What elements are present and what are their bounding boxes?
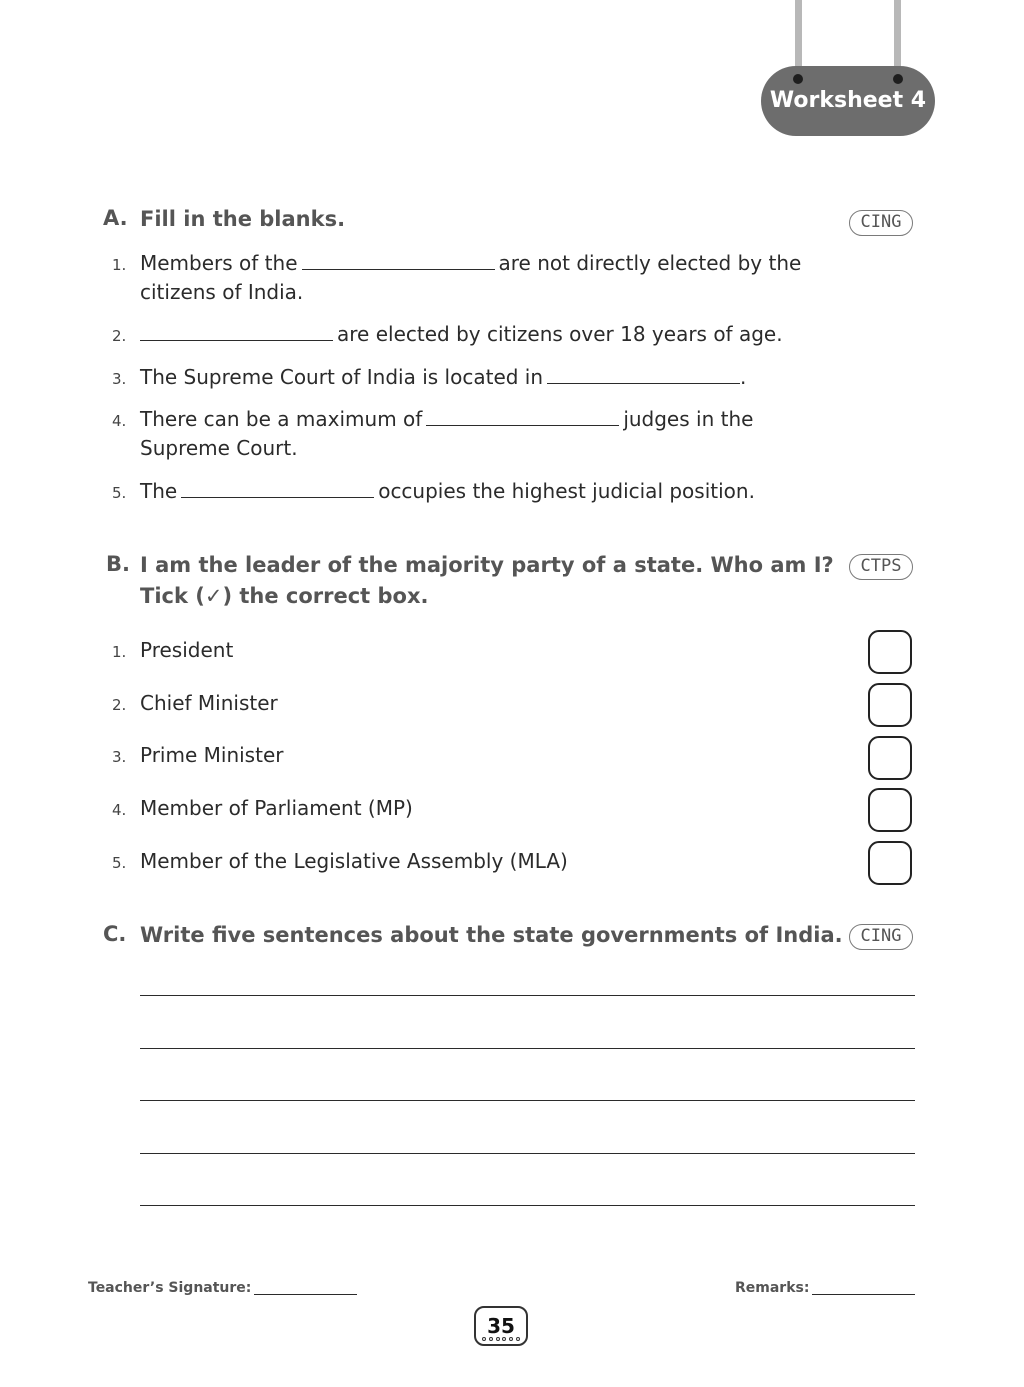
- b-option-1-checkbox[interactable]: [868, 630, 912, 674]
- page-number: 35: [487, 1314, 515, 1338]
- worksheet-label: Worksheet 4: [769, 88, 927, 113]
- a-item-5-before: The: [140, 479, 178, 503]
- b-option-3-label: Prime Minister: [140, 743, 284, 767]
- a-item-2-after: are elected by citizens over 18 years of age.: [337, 322, 783, 346]
- section-b-title-line2: Tick (✓) the correct box.: [140, 584, 429, 608]
- b-option-5-checkbox[interactable]: [868, 841, 912, 885]
- a-item-1-cont: citizens of India.: [140, 280, 304, 304]
- a-item-4-before: There can be a maximum of: [140, 407, 423, 431]
- a-item-3-before: The Supreme Court of India is located in: [140, 365, 544, 389]
- section-c-skill-badge: CING: [849, 924, 913, 950]
- a-item-4-after: judges in the: [623, 407, 754, 431]
- a-item-2-blank[interactable]: [140, 320, 333, 341]
- a-item-1-blank[interactable]: [302, 249, 495, 270]
- teacher-signature-line[interactable]: [254, 1294, 357, 1295]
- b-option-2-num: 2.: [112, 696, 127, 714]
- section-a-title: Fill in the blanks.: [140, 207, 346, 231]
- b-option-4-checkbox[interactable]: [868, 788, 912, 832]
- section-b-letter: B.: [106, 552, 130, 576]
- section-c-letter: C.: [103, 922, 127, 946]
- a-item-2-num: 2.: [112, 327, 127, 345]
- a-item-1-before: Members of the: [140, 251, 298, 275]
- a-item-5-num: 5.: [112, 484, 127, 502]
- section-a-letter: A.: [103, 206, 128, 230]
- answer-line-5[interactable]: [140, 1205, 915, 1206]
- a-item-4-blank[interactable]: [426, 405, 619, 426]
- a-item-4-cont: Supreme Court.: [140, 436, 298, 460]
- answer-line-1[interactable]: [140, 995, 915, 996]
- b-option-3-checkbox[interactable]: [868, 736, 912, 780]
- a-item-3-after: .: [740, 365, 747, 389]
- b-option-2-checkbox[interactable]: [868, 683, 912, 727]
- a-item-3: [140, 363, 746, 392]
- remarks-line[interactable]: [812, 1294, 915, 1295]
- b-option-5-num: 5.: [112, 854, 127, 872]
- b-option-2-label: Chief Minister: [140, 691, 278, 715]
- a-item-4: [140, 405, 753, 434]
- a-item-3-blank[interactable]: [547, 363, 740, 384]
- b-option-1-num: 1.: [112, 643, 127, 661]
- b-option-5-label: Member of the Legislative Assembly (MLA): [140, 849, 568, 873]
- a-item-1-after: are not directly elected by the: [498, 251, 802, 275]
- remarks-label: Remarks:: [735, 1280, 810, 1296]
- b-option-4-num: 4.: [112, 801, 127, 819]
- section-b-title-line1: I am the leader of the majority party of a state. Who am I?: [140, 553, 834, 577]
- b-option-3-num: 3.: [112, 748, 127, 766]
- a-item-5-after: occupies the highest judicial position.: [378, 479, 755, 503]
- worksheet-tab: [761, 66, 935, 136]
- a-item-5-blank[interactable]: [181, 477, 374, 498]
- a-item-1-num: 1.: [112, 256, 127, 274]
- answer-line-4[interactable]: [140, 1153, 915, 1154]
- a-item-2: [140, 320, 783, 349]
- b-option-1-label: President: [140, 638, 234, 662]
- a-item-5: [140, 477, 755, 506]
- a-item-3-num: 3.: [112, 370, 127, 388]
- answer-line-3[interactable]: [140, 1100, 915, 1101]
- section-a-skill-badge: CING: [849, 210, 913, 236]
- section-b-skill-badge: CTPS: [849, 554, 913, 580]
- b-option-4-label: Member of Parliament (MP): [140, 796, 413, 820]
- section-c-title: Write five sentences about the state governments of India.: [140, 923, 843, 947]
- answer-line-2[interactable]: [140, 1048, 915, 1049]
- page-badge-dots-icon: [482, 1337, 520, 1342]
- ring-right-icon: [893, 74, 903, 84]
- page-number-badge: [474, 1306, 528, 1346]
- a-item-4-num: 4.: [112, 412, 127, 430]
- teacher-signature-label: Teacher’s Signature:: [88, 1280, 252, 1296]
- ring-left-icon: [793, 74, 803, 84]
- a-item-1: [140, 249, 801, 278]
